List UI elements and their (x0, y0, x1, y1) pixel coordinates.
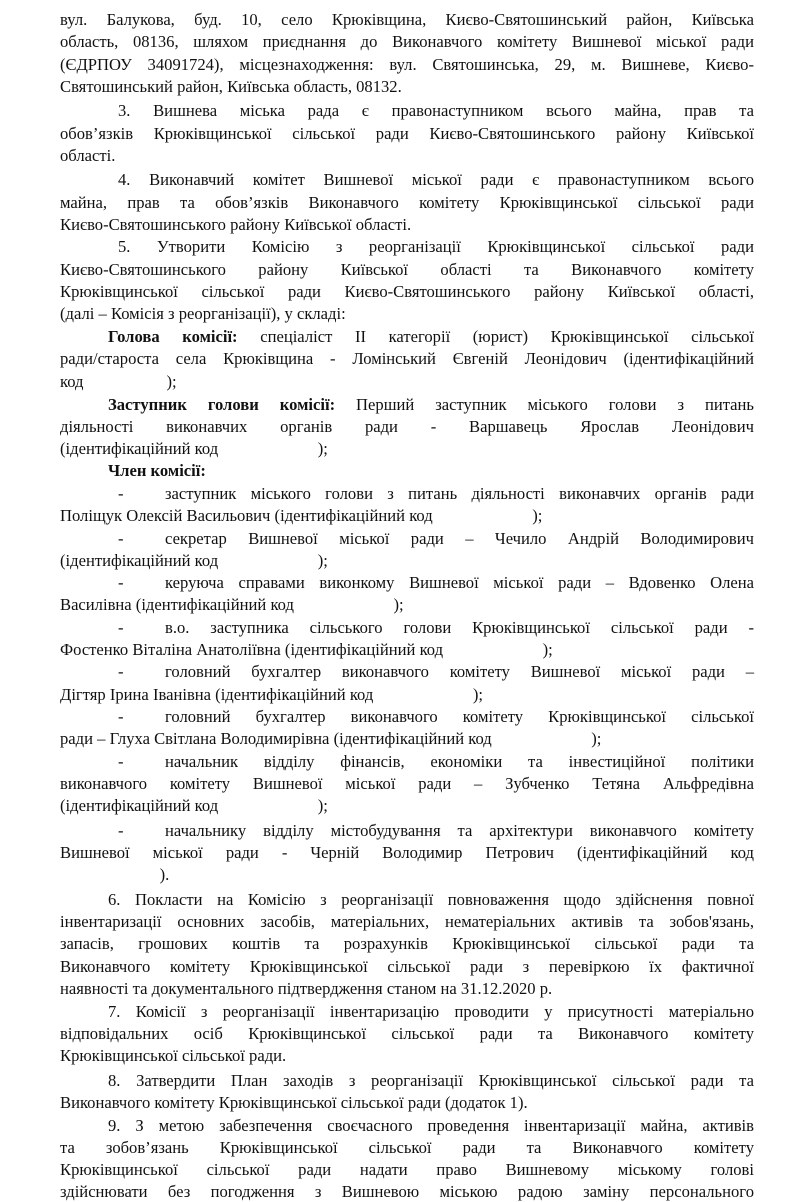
list-item-line: заступник міського голови з питань діяльності виконавчих органів ради (165, 484, 754, 503)
text-line: (ЄДРПОУ 34091724), місцезнаходження: вул. Святошинська, 29, м. Вишневе, Києво- (60, 55, 754, 74)
text-line: (ідентифікаційний код ); (60, 439, 328, 458)
text-line: ради – Глуха Світлана Володимирівна (ідентифікаційний код ); (60, 729, 602, 748)
list-item-line: начальник відділу фінансів, економіки та інвестиційної політики (165, 752, 754, 771)
deputy-heading: Заступник голови комісії: (108, 395, 336, 414)
text-line: ради/староста села Крюківщина - Ломінський Євгеній Леонідович (ідентифікаційний (60, 349, 754, 368)
paragraph-3-line: 3. Вишнева міська рада є правонаступником всього майна, прав та (118, 101, 754, 120)
text-line: Києво-Святошинського району Київської області. (60, 215, 412, 234)
member-heading: Член комісії: (108, 461, 206, 480)
text-line: (ідентифікаційний код ); (60, 551, 328, 570)
text-line: Василівна (ідентифікаційний код ); (60, 595, 404, 614)
list-dash: - (118, 662, 124, 681)
text-line: код ); (60, 372, 177, 391)
list-item-line: в.о. заступника сільського голови Крюківщинської сільської ради - (165, 618, 754, 637)
list-dash: - (118, 484, 124, 503)
text-line: Фостенко Віталіна Анатоліївна (ідентифікаційний код ); (60, 640, 553, 659)
text-line: Крюківщинської сільської ради надати право Вишневому міському голові (60, 1160, 754, 1179)
list-item-line: головний бухгалтер виконавчого комітету Вишневої міської ради – (165, 662, 754, 681)
text-line: інвентаризації основних засобів, матеріальних, нематеріальних активів та зобов'язань, (60, 912, 754, 931)
text-line: Крюківщинської сільської ради. (60, 1046, 287, 1065)
paragraph-6-line: 6. Покласти на Комісію з реорганізації повноваження щодо здійснення повної (108, 890, 754, 909)
text-line: області. (60, 146, 116, 165)
list-item-line: керуюча справами виконкому Вишневої міської ради – Вдовенко Олена (165, 573, 754, 592)
text-line: наявності та документального підтвердження станом на 31.12.2020 р. (60, 979, 553, 998)
text-line: Поліщук Олексій Васильович (ідентифікаційний код ); (60, 506, 543, 525)
text-line: та зобов’язань Крюківщинської сільської ради та Виконавчого комітету (60, 1138, 754, 1157)
list-item-line: секретар Вишневої міської ради – Чечило Андрій Володимирович (165, 529, 754, 548)
text-line: ). (60, 865, 170, 884)
text-line: (ідентифікаційний код ); (60, 796, 328, 815)
text-line: Виконавчого комітету Крюківщинської сільської ради (додаток 1). (60, 1093, 528, 1112)
list-dash: - (118, 618, 124, 637)
paragraph-7-line: 7. Комісії з реорганізації інвентаризацію проводити у присутності матеріально (108, 1002, 754, 1021)
list-item-line: начальнику відділу містобудування та архітектури виконавчого комітету (165, 821, 754, 840)
deputy-text: Перший заступник міського голови з питань (335, 395, 754, 414)
text-line: (далі – Комісія з реорганізації), у складі: (60, 304, 346, 323)
text-line: Святошинський район, Київська область, 08132. (60, 77, 402, 96)
text-line: Києво-Святошинського району Київської області та Виконавчого комітету (60, 260, 754, 279)
chair-text: спеціаліст ІІ категорії (юрист) Крюківщинської сільської (237, 327, 755, 346)
list-item-line: головний бухгалтер виконавчого комітету Крюківщинської сільської (165, 707, 754, 726)
paragraph-4-line: 4. Виконавчий комітет Вишневої міської ради є правонаступником всього (118, 170, 754, 189)
text-line: область, 08136, шляхом приєднання до Виконавчого комітету Вишневої міської ради (60, 32, 754, 51)
list-dash: - (118, 529, 124, 548)
list-dash: - (118, 821, 124, 840)
text-line: Вишневої міської ради - Черній Володимир Петрович (ідентифікаційний код (60, 843, 754, 862)
paragraph-8-line: 8. Затвердити План заходів з реорганізації Крюківщинської сільської ради та (108, 1071, 754, 1090)
chair-heading: Голова комісії: (108, 327, 238, 346)
text-line: майна, прав та обов’язків Виконавчого комітету Крюківщинської сільської ради (60, 193, 754, 212)
paragraph-9-line: 9. З метою забезпечення своєчасного проведення інвентаризації майна, активів (108, 1116, 754, 1135)
text-line: відповідальних осіб Крюківщинської сільської ради та Виконавчого комітету (60, 1024, 754, 1043)
text-line: виконавчого комітету Вишневої міської ради – Зубченко Тетяна Альфредівна (60, 774, 754, 793)
text-line: Крюківщинської сільської ради Києво-Святошинського району Київської області, (60, 282, 754, 301)
text-line: Дігтяр Ірина Іванівна (ідентифікаційний код ); (60, 685, 484, 704)
text-line: діяльності виконавчих органів ради - Варшавець Ярослав Леонідович (60, 417, 754, 436)
text-line: запасів, грошових коштів та розрахунків Крюківщинської сільської ради та (60, 934, 754, 953)
text-line: здійснювати без погодження з Вишневою міською радою заміну персонального (60, 1182, 754, 1201)
list-dash: - (118, 752, 124, 771)
list-dash: - (118, 573, 124, 592)
text-line: Виконавчого комітету Крюківщинської сільської ради з перевіркою їх фактичної (60, 957, 754, 976)
text-line: обов’язків Крюківщинської сільської ради Києво-Святошинського району Київської (60, 124, 754, 143)
chair-line (108, 327, 754, 347)
text-line: вул. Балукова, буд. 10, село Крюківщина, Києво-Святошинський район, Київська (60, 10, 754, 29)
list-dash: - (118, 707, 124, 726)
deputy-line (108, 395, 754, 415)
paragraph-5-line: 5. Утворити Комісію з реорганізації Крюківщинської сільської ради (118, 237, 754, 256)
